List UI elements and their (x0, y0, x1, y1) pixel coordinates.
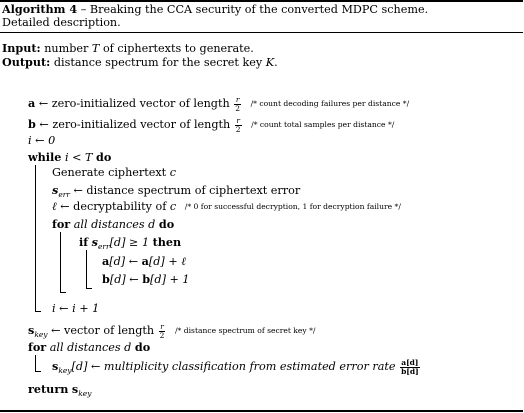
for2-keyword: for (28, 340, 47, 354)
while-keyword: while (28, 150, 62, 164)
skey-text: ← vector of length (51, 324, 155, 337)
b-update-line (102, 272, 190, 287)
for-keyword: for (52, 217, 71, 231)
algorithm-title: – Breaking the CCA security of the converted MDPC scheme. (80, 3, 429, 16)
input-text: number (44, 42, 89, 55)
skd-line (52, 359, 421, 378)
output-var: K (265, 56, 275, 69)
caption-rule (0, 32, 523, 33)
generate-text: Generate ciphertext (52, 166, 167, 179)
ell-var: ℓ (52, 200, 57, 213)
fraction-r-over-2 (234, 96, 241, 113)
for-var: d (148, 218, 156, 231)
skd-var: s (52, 359, 59, 373)
for-line (52, 217, 174, 232)
b-update-var-2: b (142, 272, 151, 286)
do-keyword: do (96, 150, 112, 164)
i-increment: i ← i + 1 (52, 302, 100, 315)
b-update-var: b (102, 272, 110, 286)
fraction-error-rate (400, 359, 420, 376)
rate-num: a[d] (401, 358, 419, 367)
frac-num: r (160, 322, 164, 331)
rate-den: b[d] (401, 367, 419, 376)
generate-var: c (169, 166, 177, 179)
ell-line (52, 200, 401, 214)
if-block-end (86, 288, 92, 289)
var-b: b (28, 117, 36, 131)
return-keyword: return (28, 382, 69, 396)
frac-den: 2 (235, 104, 240, 113)
input-rest: of ciphertexts to generate. (102, 42, 254, 55)
if-serr-sub: err (97, 242, 110, 252)
for2-text: all distances (49, 341, 121, 354)
do-keyword-3: do (134, 340, 151, 354)
frac-den: 2 (235, 125, 241, 134)
for2-line (28, 340, 150, 355)
for-block-end (60, 292, 66, 293)
if-keyword: if (79, 235, 89, 249)
input-line (2, 41, 254, 56)
a-update-line (102, 254, 186, 269)
algorithm-caption (2, 2, 428, 17)
ell-text: ← decryptability of (60, 200, 167, 213)
frac-den: 2 (159, 331, 165, 340)
for-text: all distances (73, 218, 145, 231)
a-update-var: a (102, 254, 110, 268)
fraction-r-over-2-skey (159, 323, 166, 340)
frac-num: r (235, 95, 240, 104)
skey-sub: key (34, 330, 48, 340)
return-var: s (71, 382, 79, 396)
input-label: Input: (2, 41, 41, 55)
generate-line (52, 166, 176, 180)
if-serr-var: s (91, 235, 98, 249)
comment-b: /* count total samples per distance */ (251, 120, 395, 129)
a-update-lhs: [d] ← (109, 255, 139, 268)
step-i-init: i ← 0 (28, 134, 56, 147)
if-condition: [d] ≥ 1 (109, 236, 150, 249)
step-a-init (28, 96, 409, 113)
while-line (28, 150, 111, 165)
skey-var: s (28, 323, 35, 337)
for2-block-bar (35, 355, 36, 371)
return-line (28, 382, 91, 401)
then-keyword: then (152, 235, 182, 249)
while-block-bar (35, 165, 36, 311)
do-keyword-2: do (158, 217, 175, 231)
b-update-lhs: [d] ← (109, 273, 139, 286)
while-condition: i < T (64, 151, 93, 164)
return-sub: key (78, 389, 92, 399)
input-var: T (91, 42, 100, 55)
serr-var: s (52, 183, 59, 197)
output-line (2, 55, 278, 70)
b-update-rhs: [d] + 1 (150, 273, 190, 286)
while-block-end (35, 311, 41, 312)
if-line (79, 235, 181, 254)
serr-sub: err (58, 190, 70, 200)
fraction-r-over-2-b (235, 117, 242, 134)
frac-num: r (236, 116, 240, 125)
output-text: distance spectrum for the secret key (53, 56, 263, 69)
step-a-text: ← zero-initialized vector of length (38, 97, 230, 110)
skd-sub: key (58, 366, 72, 376)
var-a: a (28, 96, 36, 110)
step-b-text: ← zero-initialized vector of length (39, 118, 231, 131)
output-label: Output: (2, 55, 51, 69)
for2-var: d (124, 341, 132, 354)
serr-text: ← distance spectrum of ciphertext error (73, 184, 301, 197)
output-end: . (274, 56, 278, 69)
algorithm-label: Algorithm 4 (2, 2, 78, 16)
ell-c: c (169, 200, 177, 213)
a-update-var-2: a (141, 254, 149, 268)
for2-block-end (35, 371, 41, 372)
comment-skey: /* distance spectrum of secret key */ (175, 326, 316, 335)
step-b-init (28, 117, 394, 134)
a-update-rhs: [d] + ℓ (148, 255, 186, 268)
algorithm-subtitle: Detailed description. (2, 16, 121, 29)
skd-text: [d] ← multiplicity classification from estimated error rate (71, 360, 396, 373)
comment-ell: /* 0 for successful decryption, 1 for decryption failure */ (184, 202, 401, 211)
comment-a: /* count decoding failures per distance */ (250, 99, 410, 108)
bottom-rule (0, 410, 523, 412)
if-block-bar (86, 250, 87, 288)
for-block-bar (60, 232, 61, 292)
